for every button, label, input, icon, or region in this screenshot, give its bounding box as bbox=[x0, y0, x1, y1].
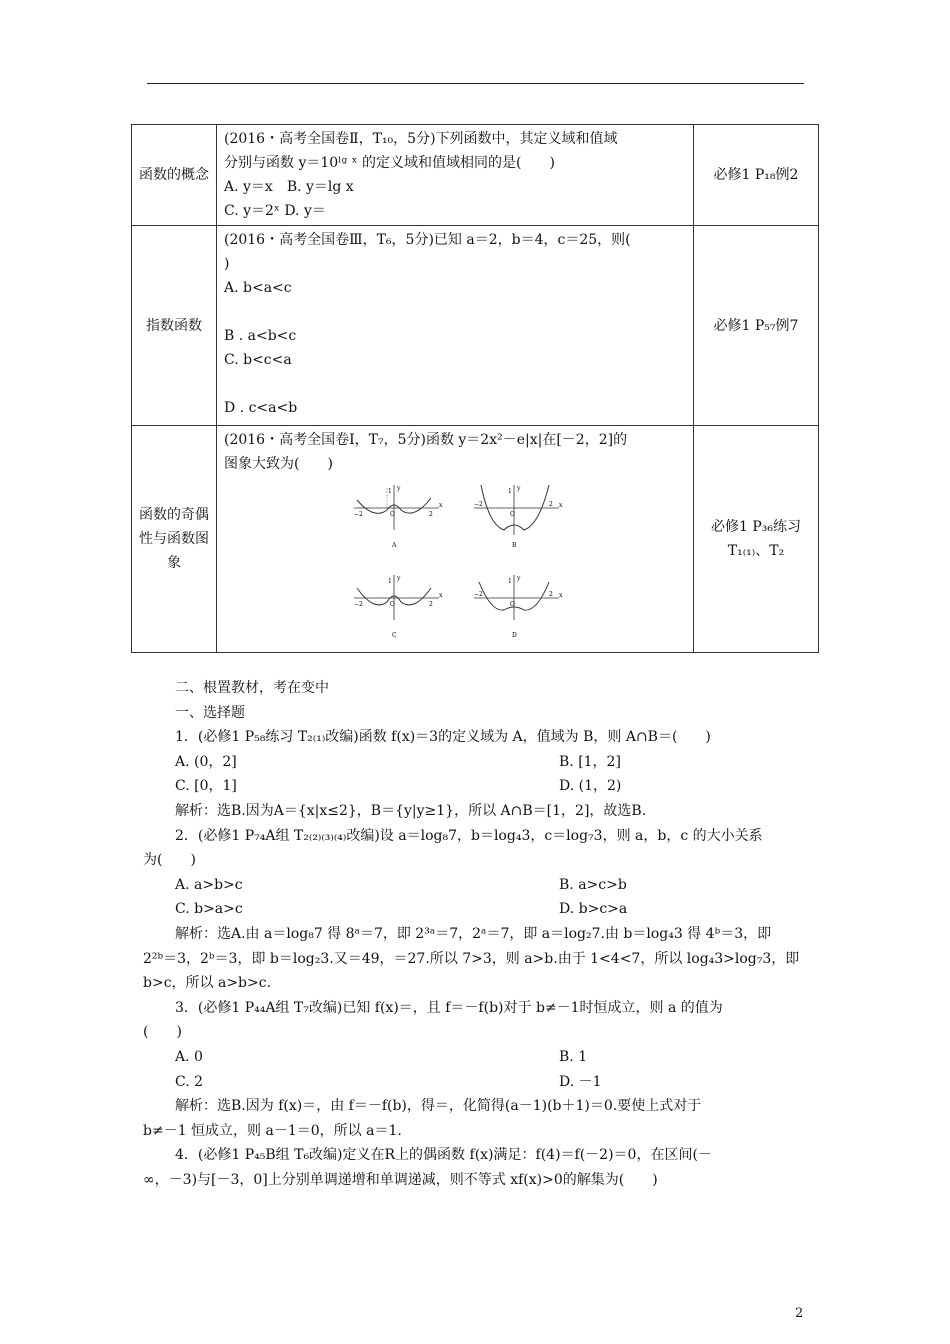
q3-answer: 解析：选B.因为 f(x)＝，由 f＝－f(b)，得＝，化简得(a－1)(b＋1)＝0.要使上式对于 bbox=[175, 1098, 702, 1115]
origin-label: O bbox=[390, 601, 395, 608]
graph-b-svg bbox=[469, 480, 569, 550]
graph-b bbox=[469, 480, 569, 550]
one-label: 1 bbox=[508, 578, 512, 585]
q3-option-c: C. 2 bbox=[175, 1073, 204, 1090]
topic-cell: 函数的奇偶性与函数图象 bbox=[132, 426, 217, 653]
q1-options-row bbox=[143, 750, 809, 775]
q1-stem: 1．(必修1 P₅₈练习 T₂₍₁₎改编)函数 f(x)＝3的定义域为 A，值域为 B，则 A∩B＝( ) bbox=[175, 729, 711, 746]
graph-a-label: A bbox=[392, 542, 397, 549]
option-a: A. b<a<c bbox=[224, 280, 292, 296]
two-label: 2 bbox=[549, 591, 553, 598]
graph-a-svg bbox=[349, 480, 449, 550]
table-row bbox=[132, 125, 819, 226]
x-label: x bbox=[439, 592, 443, 599]
neg2-label: −2 bbox=[354, 511, 363, 518]
source-cell bbox=[694, 426, 819, 653]
exercise-body bbox=[143, 676, 809, 1192]
graph-a bbox=[349, 480, 449, 550]
question-line: (2016・高考全国卷Ⅲ，T₆，5分)已知 a＝2，b＝4，c＝25，则( bbox=[224, 232, 631, 248]
y-label: y bbox=[517, 575, 521, 582]
q2-options-row bbox=[143, 873, 809, 898]
q1-option-d: D. (1，2) bbox=[559, 778, 622, 795]
one-label: 1 bbox=[388, 488, 392, 495]
y-label: y bbox=[397, 485, 401, 492]
source-line: 必修1 P₃₆练习 bbox=[710, 519, 801, 535]
two-label: 2 bbox=[429, 601, 433, 608]
q2-answer-cont: b>c，所以 a>b>c. bbox=[143, 975, 272, 992]
graph-options bbox=[224, 480, 687, 650]
question-line: ) bbox=[224, 256, 230, 272]
y-label: y bbox=[397, 575, 401, 582]
page-number: 2 bbox=[795, 1306, 804, 1321]
question-line: 图象大致为( ) bbox=[224, 456, 333, 472]
q2-options-row bbox=[143, 897, 809, 922]
graph-d-svg bbox=[469, 570, 569, 640]
one-label: 1 bbox=[388, 578, 392, 585]
source-line: T₁₍₁₎、T₂ bbox=[727, 543, 785, 559]
q2-option-d: D. b>c>a bbox=[559, 901, 628, 918]
neg2-label: −2 bbox=[474, 501, 483, 508]
section-title: 二、根置教材，考在变中 bbox=[175, 680, 329, 696]
source-cell: 必修1 P₅₇例7 bbox=[694, 226, 819, 426]
subsection-title: 一、选择题 bbox=[175, 704, 245, 721]
q3-stem: 3．(必修1 P₄₄A组 T₇改编)已知 f(x)＝，且 f＝－f(b)对于 b≠－1时恒成立，则 a 的值为 bbox=[175, 999, 723, 1016]
neg2-label: −2 bbox=[474, 591, 483, 598]
two-label: 2 bbox=[429, 511, 433, 518]
q2-answer-cont: 2²ᵇ＝3，2ᵇ＝3，即 b＝log₂3.又＝49，＝27.所以 7>3，则 a>b.由于 1<4<7，所以 log₄3>log₇3，即 bbox=[143, 950, 800, 967]
knowledge-table bbox=[131, 124, 819, 653]
source-cell: 必修1 P₁₈例2 bbox=[694, 125, 819, 226]
graph-c bbox=[349, 570, 449, 640]
q3-option-a: A. 0 bbox=[175, 1048, 203, 1065]
q3-option-d: D. －1 bbox=[559, 1073, 602, 1090]
question-line: C. y＝2ˣ D. y＝ bbox=[224, 203, 326, 219]
topic-cell: 指数函数 bbox=[132, 226, 217, 426]
option-c: C. b<c<a bbox=[224, 352, 292, 368]
graph-b-label: B bbox=[512, 542, 517, 549]
q3-answer-cont: b≠－1 恒成立，则 a－1＝0，所以 a＝1. bbox=[143, 1122, 402, 1139]
question-line: (2016・高考全国卷Ⅱ，T₁₀，5分)下列函数中，其定义域和值域 bbox=[224, 131, 618, 147]
q4-stem-cont: ∞，－3)与[－3，0]上分别单调递增和单调递减，则不等式 xf(x)>0的解集为( ) bbox=[143, 1171, 658, 1188]
table-row bbox=[132, 226, 819, 426]
q2-option-a: A. a>b>c bbox=[175, 876, 243, 893]
option-d: D . c<a<b bbox=[224, 400, 298, 416]
origin-label: O bbox=[510, 601, 515, 608]
q3-options-row bbox=[143, 1045, 809, 1070]
q2-option-c: C. b>a>c bbox=[175, 901, 243, 918]
one-label: 1 bbox=[508, 488, 512, 495]
y-label: y bbox=[517, 485, 521, 492]
q1-option-b: B. [1，2] bbox=[559, 753, 621, 770]
q1-answer: 解析：选B.因为A＝{x|x≤2}，B＝{y|y≥1}，所以 A∩B＝[1，2]，故选B. bbox=[175, 802, 647, 819]
header-rule bbox=[147, 83, 804, 84]
graph-c-svg bbox=[349, 570, 449, 640]
q3-option-b: B. 1 bbox=[559, 1048, 588, 1065]
q3-options-row bbox=[143, 1070, 809, 1095]
x-label: x bbox=[559, 502, 563, 509]
origin-label: O bbox=[510, 511, 515, 518]
x-label: x bbox=[559, 592, 563, 599]
question-cell bbox=[217, 226, 694, 426]
two-label: 2 bbox=[549, 501, 553, 508]
question-line: (2016・高考全国卷Ⅰ，T₇，5分)函数 y＝2x²－e|x|在[－2，2]的 bbox=[224, 432, 628, 448]
graph-d bbox=[469, 570, 569, 640]
q1-option-c: C. [0，1] bbox=[175, 778, 237, 795]
q1-option-a: A. (0，2] bbox=[175, 753, 237, 770]
question-line: A. y＝x B. y＝lg x bbox=[224, 179, 354, 195]
topic-cell: 函数的概念 bbox=[132, 125, 217, 226]
q1-options-row bbox=[143, 774, 809, 799]
q2-stem: 2．(必修1 P₇₄A组 T₂₍₂₎₍₃₎₍₄₎改编)设 a＝log₈7，b＝log₄3，c＝log₇3，则 a，b，c 的大小关系 bbox=[175, 827, 763, 844]
question-cell bbox=[217, 426, 694, 653]
q4-stem: 4．(必修1 P₄₅B组 T₆改编)定义在R上的偶函数 f(x)满足：f(4)＝f(－2)＝0，在区间(－ bbox=[175, 1147, 712, 1164]
graph-d-label: D bbox=[512, 632, 517, 639]
q2-stem-cont: 为( ) bbox=[143, 852, 196, 869]
x-label: x bbox=[439, 502, 443, 509]
table-row bbox=[132, 426, 819, 653]
graph-c-label: C bbox=[392, 632, 397, 639]
neg2-label: −2 bbox=[354, 601, 363, 608]
question-line: 分别与函数 y＝10ˡᵍ ˣ 的定义域和值域相同的是( ) bbox=[224, 155, 555, 171]
origin-label: O bbox=[390, 511, 395, 518]
question-cell bbox=[217, 125, 694, 226]
q3-stem-cont: ( ) bbox=[143, 1024, 182, 1041]
q2-answer: 解析：选A.由 a＝log₈7 得 8ᵃ＝7，即 2³ᵃ＝7，2ᵃ＝7，即 a＝log₂7.由 b＝log₄3 得 4ᵇ＝3，即 bbox=[175, 925, 772, 942]
q2-option-b: B. a>c>b bbox=[559, 876, 627, 893]
option-b: B . a<b<c bbox=[224, 328, 297, 344]
